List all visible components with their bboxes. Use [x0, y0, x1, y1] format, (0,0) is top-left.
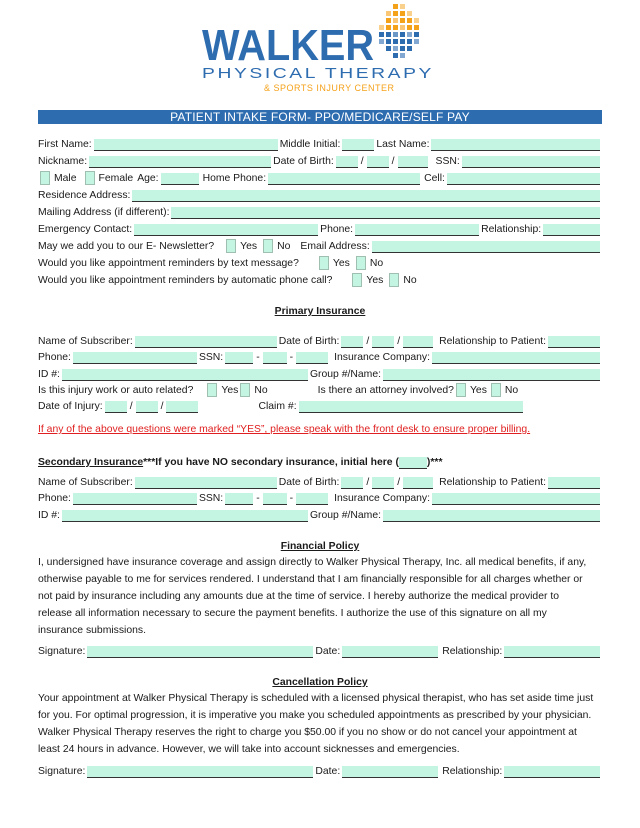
cancellation-date-label: Date:: [315, 766, 341, 777]
call-no-checkbox[interactable]: [389, 273, 399, 287]
dob-month-field[interactable]: [336, 156, 358, 168]
row-nickname: [38, 154, 602, 168]
financial-relationship-label: Relationship:: [442, 646, 503, 657]
cell-label: Cell:: [424, 173, 445, 184]
secondary-dob-slash-1: /: [366, 477, 370, 488]
row-primary-doi: [38, 399, 602, 413]
financial-date-label: Date:: [315, 646, 341, 657]
primary-dob-day-field[interactable]: [372, 336, 394, 348]
emergency-relationship-label: Relationship:: [481, 224, 542, 235]
attorney-yes-checkbox[interactable]: [456, 383, 466, 397]
row-secondary-heading: [38, 455, 602, 469]
last-name-label: Last Name:: [376, 139, 430, 150]
doi-month-field[interactable]: [105, 401, 127, 413]
financial-policy-heading: Financial Policy: [280, 541, 360, 552]
dob-slash-1: /: [360, 156, 364, 167]
doi-day-field[interactable]: [136, 401, 158, 413]
financial-line: release all information necessary to secure the payment benefits. I authorize the use of this signature on all my: [38, 608, 547, 619]
financial-line: insurance submissions.: [38, 625, 146, 636]
secondary-ssn-label: SSN:: [198, 493, 224, 504]
primary-ssn-part3-field[interactable]: [296, 352, 328, 364]
logo-wordmark: WALKER: [202, 21, 374, 70]
injury-no-label: No: [254, 385, 268, 396]
middle-initial-field[interactable]: [342, 139, 374, 151]
emergency-relationship-field[interactable]: [543, 224, 600, 236]
call-yes-checkbox[interactable]: [352, 273, 362, 287]
cancellation-relationship-field[interactable]: [504, 766, 600, 778]
primary-relationship-label: Relationship to Patient:: [439, 336, 546, 347]
attorney-question: Is there an attorney involved?: [317, 385, 454, 396]
billing-notice: If any of the above questions were marked “YES”, please speak with the front desk to ensure proper billing.: [38, 424, 531, 435]
text-no-label: No: [369, 258, 384, 269]
text-no-checkbox[interactable]: [356, 256, 366, 270]
secondary-ssn-dash-2: -: [289, 493, 294, 504]
row-secondary-subscriber: [38, 475, 602, 489]
attorney-no-checkbox[interactable]: [491, 383, 501, 397]
secondary-insurance-heading: Secondary Insurance: [38, 457, 144, 468]
financial-date-field[interactable]: [342, 646, 438, 658]
row-residence: [38, 188, 602, 202]
dob-year-field[interactable]: [398, 156, 428, 168]
primary-ssn-part1-field[interactable]: [225, 352, 253, 364]
primary-company-field[interactable]: [432, 352, 600, 364]
secondary-group-field[interactable]: [383, 510, 600, 522]
row-name: [38, 137, 602, 151]
email-field[interactable]: [372, 241, 600, 253]
financial-signature-field[interactable]: [87, 646, 313, 658]
doi-year-field[interactable]: [166, 401, 198, 413]
secondary-dob-label: Date of Birth:: [278, 477, 340, 488]
secondary-note-pre: ***If you have NO secondary insurance, initial here (: [143, 457, 399, 468]
cancellation-signature-label: Signature:: [38, 766, 86, 777]
primary-company-label: Insurance Company:: [334, 352, 431, 363]
row-emergency: [38, 222, 602, 236]
primary-phone-field[interactable]: [73, 352, 197, 364]
financial-line: otherwise payable to me for services rendered. I understand that I am financially responsible for all charges whether or: [38, 574, 583, 585]
financial-line: I, undersigned have insurance coverage and assign directly to Walker Physical Therapy, Inc. all medical benefits, if any,: [38, 557, 587, 568]
primary-relationship-field[interactable]: [548, 336, 600, 348]
text-yes-checkbox[interactable]: [319, 256, 329, 270]
secondary-id-label: ID #:: [38, 510, 60, 521]
form-title: PATIENT INTAKE FORM- PPO/MEDICARE/SELF PAY: [38, 110, 602, 124]
primary-id-label: ID #:: [38, 369, 60, 380]
mailing-field[interactable]: [171, 207, 600, 219]
male-checkbox[interactable]: [40, 171, 50, 185]
residence-field[interactable]: [132, 190, 600, 202]
secondary-subscriber-label: Name of Subscriber:: [38, 477, 133, 488]
primary-ssn-part2-field[interactable]: [263, 352, 287, 364]
row-primary-phone: [38, 350, 602, 364]
residence-label: Residence Address:: [38, 190, 131, 201]
cancellation-line: for you. For optimal progression, it is imperative you make you scheduled appointments as prescribed by your physician.: [38, 710, 592, 721]
age-field[interactable]: [161, 173, 199, 185]
row-secondary-id: [38, 508, 602, 522]
male-label: Male: [54, 173, 77, 184]
last-name-field[interactable]: [431, 139, 600, 151]
financial-signature-label: Signature:: [38, 646, 86, 657]
financial-policy-text: [38, 554, 604, 639]
dob-label: Date of Birth:: [273, 156, 334, 167]
secondary-relationship-field[interactable]: [548, 477, 600, 489]
secondary-company-field[interactable]: [432, 493, 600, 505]
emergency-phone-label: Phone:: [320, 224, 354, 235]
logo-tagline: PHYSICAL THERAPY: [202, 65, 434, 82]
mailing-label: Mailing Address (if different):: [38, 207, 170, 218]
call-yes-label: Yes: [366, 275, 384, 286]
secondary-dob-day-field[interactable]: [372, 477, 394, 489]
secondary-phone-field[interactable]: [73, 493, 197, 505]
female-checkbox[interactable]: [85, 171, 95, 185]
cancellation-signature-field[interactable]: [87, 766, 313, 778]
injury-yes-checkbox[interactable]: [207, 383, 217, 397]
emergency-phone-field[interactable]: [355, 224, 479, 236]
logo-pixel-mark: [379, 4, 419, 30]
primary-id-field[interactable]: [62, 369, 308, 381]
primary-group-label: Group #/Name:: [309, 369, 381, 380]
nickname-field[interactable]: [89, 156, 271, 168]
secondary-dob-month-field[interactable]: [341, 477, 363, 489]
nickname-label: Nickname:: [38, 156, 88, 167]
row-text-reminder: [38, 256, 602, 270]
row-primary-id: [38, 367, 602, 381]
email-label: Email Address:: [300, 241, 370, 252]
primary-phone-label: Phone:: [38, 352, 71, 363]
secondary-ssn-part3-field[interactable]: [296, 493, 328, 505]
secondary-ssn-part1-field[interactable]: [225, 493, 253, 505]
secondary-subscriber-field[interactable]: [135, 477, 277, 489]
home-phone-label: Home Phone:: [202, 173, 267, 184]
cancellation-policy-heading: Cancellation Policy: [272, 677, 368, 688]
cancellation-line: Your appointment at Walker Physical Therapy is scheduled with a licensed physical therapist, who has set aside time just: [38, 693, 594, 704]
age-label: Age:: [137, 173, 159, 184]
newsletter-yes-checkbox[interactable]: [226, 239, 236, 253]
primary-subscriber-field[interactable]: [135, 336, 277, 348]
row-secondary-phone: [38, 491, 602, 505]
injury-yes-label: Yes: [221, 385, 239, 396]
doi-slash-1: /: [129, 401, 133, 412]
primary-insurance-heading: Primary Insurance: [274, 306, 366, 317]
financial-relationship-field[interactable]: [504, 646, 600, 658]
first-name-field[interactable]: [94, 139, 278, 151]
primary-group-field[interactable]: [383, 369, 600, 381]
ssn-field[interactable]: [462, 156, 600, 168]
row-call-reminder: [38, 273, 602, 287]
primary-ssn-label: SSN:: [198, 352, 224, 363]
secondary-note-post: )***: [426, 457, 443, 468]
secondary-phone-label: Phone:: [38, 493, 71, 504]
secondary-group-label: Group #/Name:: [309, 510, 381, 521]
primary-dob-month-field[interactable]: [341, 336, 363, 348]
secondary-initial-field[interactable]: [399, 457, 427, 469]
middle-initial-label: Middle Initial:: [279, 139, 341, 150]
row-mailing: [38, 205, 602, 219]
emergency-field[interactable]: [134, 224, 318, 236]
dob-day-field[interactable]: [367, 156, 389, 168]
primary-ssn-dash-2: -: [289, 352, 294, 363]
primary-ssn-dash-1: -: [256, 352, 260, 363]
injury-question: Is this injury work or auto related?: [38, 385, 194, 396]
walker-logo: [200, 2, 440, 100]
text-reminder-question: Would you like appointment reminders by text message?: [38, 258, 299, 269]
cancellation-relationship-label: Relationship:: [442, 766, 503, 777]
primary-dob-slash-1: /: [366, 336, 370, 347]
attorney-yes-label: Yes: [469, 385, 487, 396]
cancellation-line: least 24 hours in advance. However, we will take into account sicknesses and emergencies.: [38, 744, 460, 755]
secondary-dob-slash-2: /: [397, 477, 401, 488]
doi-slash-2: /: [160, 401, 164, 412]
call-no-label: No: [403, 275, 417, 286]
primary-dob-slash-2: /: [397, 336, 401, 347]
secondary-id-field[interactable]: [62, 510, 308, 522]
cancellation-date-field[interactable]: [342, 766, 438, 778]
cancellation-policy-text: [38, 690, 604, 758]
secondary-ssn-part2-field[interactable]: [263, 493, 287, 505]
financial-line: not paid by insurance including any amounts due at the time of service. I hereby authorize the medical provider to: [38, 591, 559, 602]
home-phone-field[interactable]: [268, 173, 420, 185]
row-newsletter: [38, 239, 602, 253]
dob-slash-2: /: [391, 156, 395, 167]
row-financial-signature: [38, 644, 602, 658]
first-name-label: First Name:: [38, 139, 92, 150]
secondary-relationship-label: Relationship to Patient:: [439, 477, 546, 488]
newsletter-question: May we add you to our E- Newsletter?: [38, 241, 215, 252]
row-primary-injury: [38, 383, 602, 397]
row-cancellation-signature: [38, 764, 602, 778]
claim-field[interactable]: [299, 401, 523, 413]
doi-label: Date of Injury:: [38, 401, 103, 412]
injury-no-checkbox[interactable]: [240, 383, 250, 397]
newsletter-yes-label: Yes: [240, 241, 258, 252]
female-label: Female: [98, 173, 134, 184]
cancellation-line: Walker Physical Therapy reserves the right to charge you $50.00 if you no show or do not cancel your appointment at: [38, 727, 577, 738]
secondary-company-label: Insurance Company:: [334, 493, 431, 504]
newsletter-no-checkbox[interactable]: [263, 239, 273, 253]
primary-subscriber-label: Name of Subscriber:: [38, 336, 133, 347]
logo-subtagline: & SPORTS INJURY CENTER: [264, 83, 395, 93]
cell-field[interactable]: [447, 173, 600, 185]
primary-dob-year-field[interactable]: [403, 336, 433, 348]
row-primary-subscriber: [38, 334, 602, 348]
claim-label: Claim #:: [258, 401, 297, 412]
text-yes-label: Yes: [332, 258, 350, 269]
secondary-dob-year-field[interactable]: [403, 477, 433, 489]
row-gender: [38, 171, 602, 185]
primary-dob-label: Date of Birth:: [278, 336, 340, 347]
attorney-no-label: No: [504, 385, 519, 396]
emergency-label: Emergency Contact:: [38, 224, 133, 235]
secondary-ssn-dash-1: -: [256, 493, 260, 504]
call-reminder-question: Would you like appointment reminders by automatic phone call?: [38, 275, 333, 286]
ssn-label: SSN:: [435, 156, 460, 167]
newsletter-no-label: No: [277, 241, 291, 252]
